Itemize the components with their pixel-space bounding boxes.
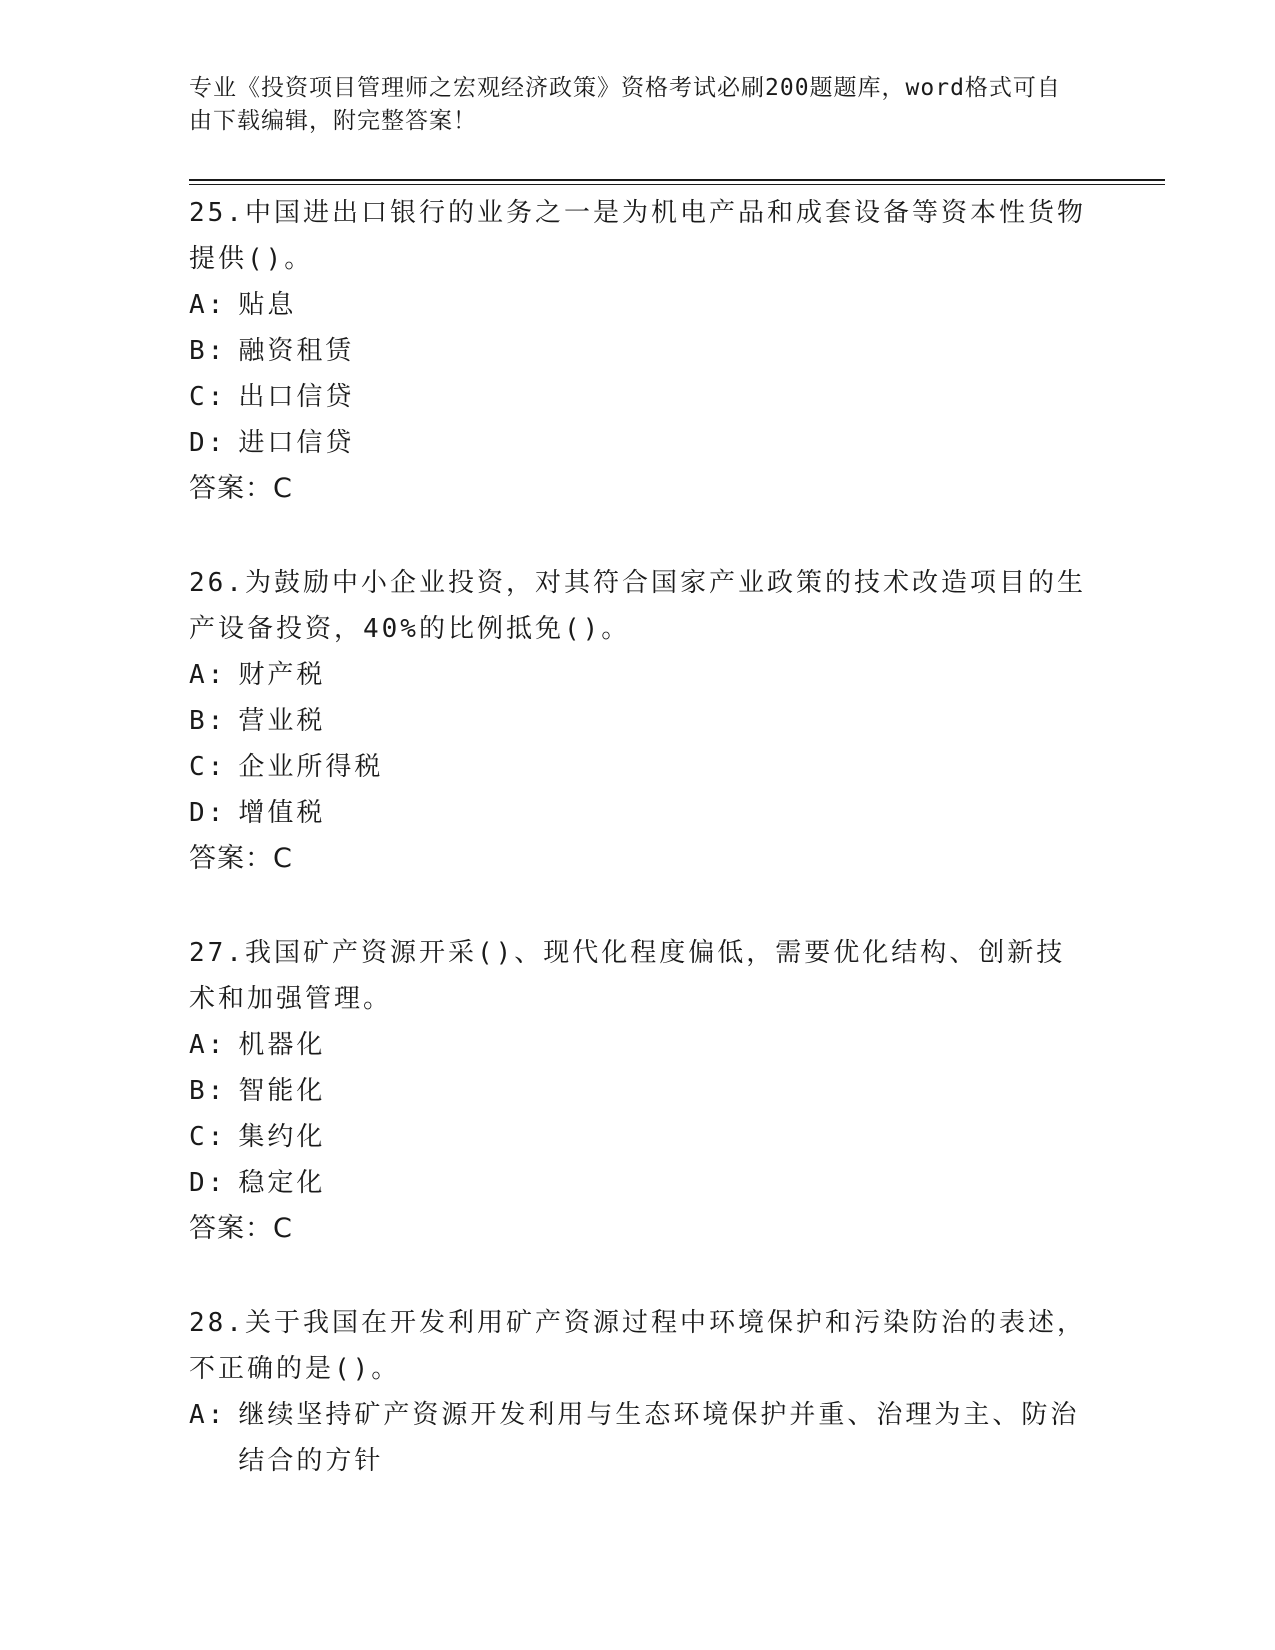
option-text: 进口信贷 [238, 428, 355, 458]
option-text: 营业税 [238, 706, 326, 736]
option-a [189, 1392, 1089, 1484]
question-text: 27.我国矿产资源开采()、现代化程度偏低，需要优化结构、创新技术和加强管理。 [189, 938, 1066, 1014]
option-key: D: [189, 1168, 227, 1198]
option-key: C: [189, 752, 227, 782]
option-a [189, 652, 1089, 698]
answer-line: 答案：C [189, 473, 293, 504]
option-key: A: [189, 290, 227, 320]
option-b [189, 328, 1089, 374]
option-text: 贴息 [238, 290, 297, 320]
header-divider-thick [189, 179, 1165, 181]
option-c [189, 744, 1089, 790]
option-text: 出口信贷 [238, 382, 355, 412]
option-text: 稳定化 [238, 1168, 326, 1198]
question-text: 25.中国进出口银行的业务之一是为机电产品和成套设备等资本性货物提供()。 [189, 198, 1086, 274]
answer-line: 答案：C [189, 1213, 293, 1244]
question-28 [189, 1300, 1089, 1484]
question-list [189, 190, 1089, 1532]
question-text: 26.为鼓励中小企业投资，对其符合国家产业政策的技术改造项目的生产设备投资，40%的比例抵免()。 [189, 568, 1086, 644]
document-header: 专业《投资项目管理师之宏观经济政策》资格考试必刷200题题库，word格式可自由下载编辑，附完整答案！ [189, 75, 1061, 134]
option-a [189, 1022, 1089, 1068]
option-key: A: [189, 1400, 227, 1430]
option-key: B: [189, 1076, 227, 1106]
option-text: 集约化 [238, 1122, 326, 1152]
option-key: C: [189, 1122, 227, 1152]
question-27 [189, 930, 1089, 1252]
header-divider-thin [189, 184, 1165, 185]
option-key: A: [189, 660, 227, 690]
option-text: 增值税 [238, 798, 326, 828]
option-text: 企业所得税 [238, 752, 384, 782]
option-key: D: [189, 798, 227, 828]
question-26 [189, 560, 1089, 882]
option-b [189, 698, 1089, 744]
answer-line: 答案：C [189, 843, 293, 874]
option-key: C: [189, 382, 227, 412]
option-c [189, 374, 1089, 420]
option-key: B: [189, 336, 227, 366]
option-d [189, 1160, 1089, 1206]
option-key: B: [189, 706, 227, 736]
option-key: D: [189, 428, 227, 458]
option-text: 继续坚持矿产资源开发利用与生态环境保护并重、治理为主、防治结合的方针 [238, 1400, 1080, 1476]
option-c [189, 1114, 1089, 1160]
question-text: 28.关于我国在开发利用矿产资源过程中环境保护和污染防治的表述，不正确的是()。 [189, 1308, 1086, 1384]
option-text: 融资租赁 [238, 336, 355, 366]
question-25 [189, 190, 1089, 512]
option-d [189, 790, 1089, 836]
option-a [189, 282, 1089, 328]
option-text: 财产税 [238, 660, 326, 690]
option-text: 智能化 [238, 1076, 326, 1106]
option-text: 机器化 [238, 1030, 326, 1060]
option-d [189, 420, 1089, 466]
option-key: A: [189, 1030, 227, 1060]
option-b [189, 1068, 1089, 1114]
